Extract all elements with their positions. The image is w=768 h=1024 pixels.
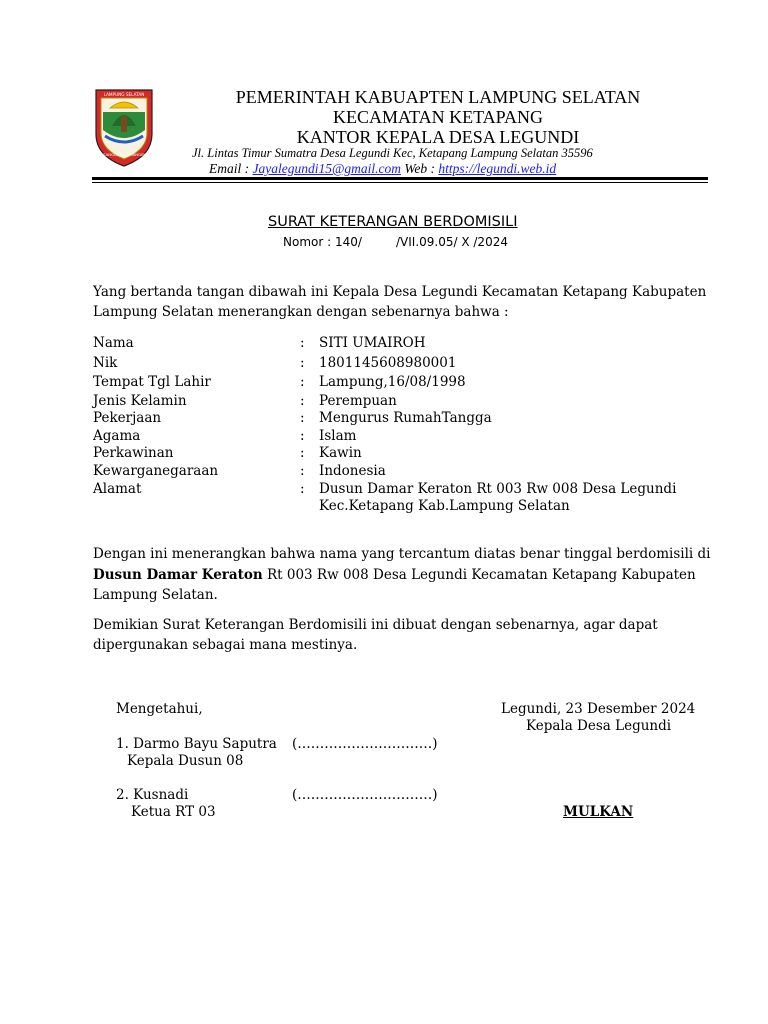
- logo-text-bottom: SANGGUN HUMANGIR: [103, 152, 145, 157]
- witness-2-role: Ketua RT 03: [131, 804, 216, 820]
- statement-bold-location: Dusun Damar Keraton: [93, 567, 263, 583]
- statement-line-3: Lampung Selatan.: [93, 587, 218, 603]
- intro-line-2: Lampung Selatan menerangkan dengan sebenarnya bahwa :: [93, 304, 509, 320]
- closing-line-1: Demikian Surat Keterangan Berdomisili ini dibuat dengan sebenarnya, agar dapat: [93, 617, 658, 633]
- header-line-office: KANTOR KEPALA DESA LEGUNDI: [296, 127, 580, 147]
- document-title: SURAT KETERANGAN BERDOMISILI: [268, 214, 518, 230]
- signatory-position: Kepala Desa Legundi: [526, 718, 672, 734]
- header-rule-thick: [92, 177, 708, 180]
- field-value: SITI UMAIROH: [319, 335, 426, 351]
- field-label: Nik: [93, 355, 118, 371]
- field-label: Nama: [93, 335, 134, 351]
- field-colon: :: [300, 393, 305, 409]
- field-colon: :: [300, 410, 305, 426]
- lampung-selatan-emblem: [90, 86, 158, 168]
- witness-1-role: Kepala Dusun 08: [127, 753, 244, 769]
- field-label: Perkawinan: [93, 445, 174, 461]
- field-value-continued: Kec.Ketapang Kab.Lampung Selatan: [319, 498, 570, 514]
- header-line-government: PEMERINTAH KABUAPTEN LAMPUNG SELATAN: [235, 87, 641, 107]
- document-number-left: Nomor : 140/: [283, 235, 362, 249]
- witness-2-name: 2. Kusnadi: [116, 787, 189, 803]
- field-colon: :: [300, 428, 305, 444]
- statement-line-2: [93, 567, 696, 583]
- web-link[interactable]: https://legundi.web.id: [438, 161, 557, 176]
- field-colon: :: [300, 335, 305, 351]
- witness-1-name: 1. Darmo Bayu Saputra: [116, 736, 277, 752]
- field-value: Perempuan: [319, 393, 397, 409]
- email-label: Email :: [209, 161, 250, 176]
- document-number-right: /VII.09.05/ X /2024: [396, 235, 508, 249]
- field-label: Alamat: [93, 481, 142, 497]
- village-head-name: MULKAN: [563, 804, 634, 820]
- header-address: Jl. Lintas Timur Sumatra Desa Legundi Kec, Ketapang Lampung Selatan 35596: [192, 146, 593, 160]
- field-colon: :: [300, 481, 305, 497]
- acknowledged-label: Mengetahui,: [116, 701, 203, 717]
- field-label: Agama: [93, 428, 141, 444]
- closing-line-2: dipergunakan sebagai mana mestinya.: [93, 637, 358, 653]
- field-label: Jenis Kelamin: [93, 393, 187, 409]
- intro-line-1: Yang bertanda tangan dibawah ini Kepala Desa Legundi Kecamatan Ketapang Kabupaten: [93, 284, 707, 300]
- field-value: 1801145608980001: [319, 355, 457, 371]
- field-value: Lampung,16/08/1998: [319, 374, 466, 390]
- header-contact: [209, 161, 556, 177]
- field-value: Dusun Damar Keraton Rt 003 Rw 008 Desa Legundi: [319, 481, 677, 497]
- field-colon: :: [300, 374, 305, 390]
- place-date: Legundi, 23 Desember 2024: [501, 701, 696, 717]
- field-colon: :: [300, 445, 305, 461]
- header-rule-thin: [92, 182, 708, 183]
- witness-2-signature-line: (…………………………): [292, 787, 438, 803]
- witness-1-signature-line: (…………………………): [292, 736, 438, 752]
- statement-line-2-rest: Rt 003 Rw 008 Desa Legundi Kecamatan Ketapang Kabupaten: [262, 567, 696, 583]
- field-value: Mengurus RumahTangga: [319, 410, 492, 426]
- field-colon: :: [300, 463, 305, 479]
- field-colon: :: [300, 355, 305, 371]
- field-label: Pekerjaan: [93, 410, 162, 426]
- statement-line-1: Dengan ini menerangkan bahwa nama yang tercantum diatas benar tinggal berdomisili di: [93, 546, 711, 562]
- field-value: Kawin: [319, 445, 362, 461]
- field-label: Tempat Tgl Lahir: [93, 374, 211, 390]
- web-label: Web :: [404, 161, 436, 176]
- header-line-kecamatan: KECAMATAN KETAPANG: [333, 107, 543, 127]
- field-label: Kewarganegaraan: [93, 463, 219, 479]
- field-value: Islam: [319, 428, 357, 444]
- logo-text-top: LAMPUNG SELATAN: [103, 92, 145, 97]
- field-value: Indonesia: [319, 463, 386, 479]
- email-link[interactable]: Jayalegundi15@gmail.com: [252, 161, 402, 176]
